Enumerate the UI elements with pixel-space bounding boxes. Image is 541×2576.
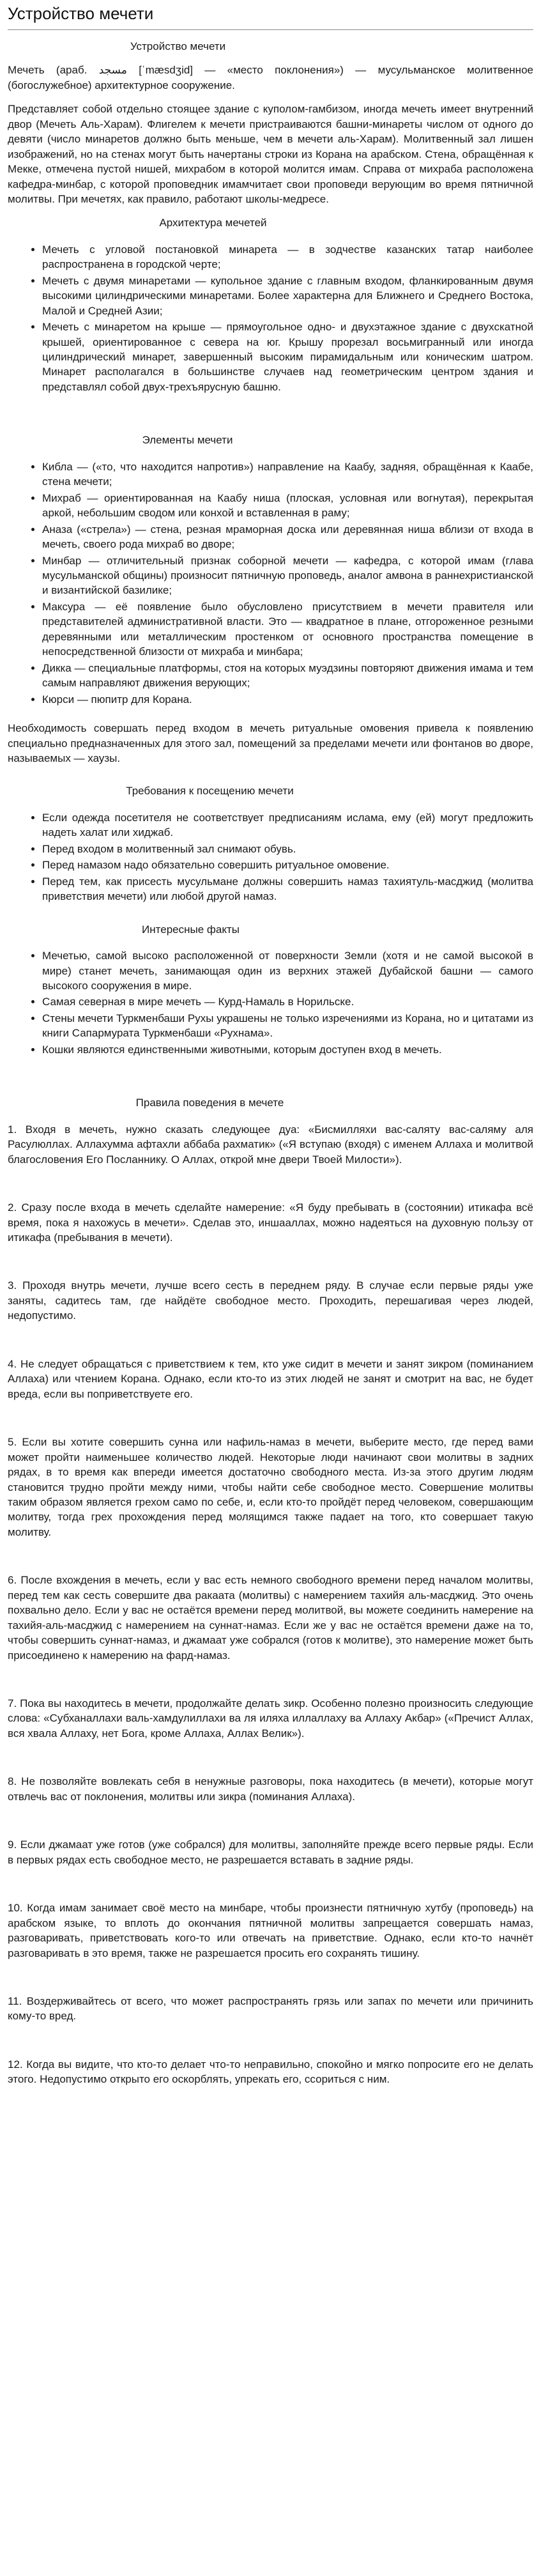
list-item: • Мечеть с угловой постановкой минарета — в зодчестве казанских татар наиболее распространена в городской черте; xyxy=(42,242,533,272)
list-item: • Кошки являются единственными животными, которым доступен вход в мечеть. xyxy=(42,1042,533,1057)
description-paragraph: Представляет собой отдельно стоящее здание с куполом-гамбизом, иногда мечеть имеет внутренний двор (Мечеть Аль-Харам). Флигелем к мечети пристраиваются башни-минареты числом от одного до девяти (число минаретов должно быть меньше, чем в мечети аль-Харам). Молитвенный зал лишен изображений, но на стенах могут быть начертаны строки из Корана на арабском. Стена, обращённая к Мекке, отмечена пустой нишей, михрабом в которой молится имам. Справа от михраба расположена кафедра-минбар, с которой проповедник имамчитает свои проповеди верующим во время пятничной молитвы. При мечетях, как правило, работают школы-медресе. xyxy=(8,103,533,205)
rule-item: 7. Пока вы находитесь в мечети, продолжайте делать зикр. Особенно полезно произносить следующие слова: «Субханаллахи валь-хамдулиллахи ва ля иляха иллаллаху ва Аллаху Акбар» («Пречист Аллах, вся хвала Аллаху, нет Бога, кроме Аллаха, Аллах Велик»). xyxy=(8,1697,533,1739)
list-item: • Если одежда посетителя не соответствует предписаниям ислама, ему (ей) могут предложить надеть халат или хиджаб. xyxy=(42,810,533,840)
rule-item: 8. Не позволяйте вовлекать себя в ненужные разговоры, пока находитесь (в мечети), которые могут отвлечь вас от поклонения, молитвы или зикра (поминания Аллаха). xyxy=(8,1775,533,1803)
architecture-heading: Архитектура мечетей xyxy=(159,217,267,229)
list-item: • Кибла — («то, что находится напротив») направление на Каабу, задняя, обращённая к Каабе, стена мечети; xyxy=(42,459,533,490)
facts-heading: Интересные факты xyxy=(142,923,240,936)
rule-item: 12. Когда вы видите, что кто-то делает что-то неправильно, спокойно и мягко попросите его не делать этого. Недопустимо открыто его оскорблять, упрекать его, ссориться с ним. xyxy=(8,2058,533,2086)
rules-heading: Правила поведения в мечете xyxy=(135,1097,284,1109)
requirements-heading: Требования к посещению мечети xyxy=(126,785,294,798)
list-item: • Максура — её появление было обусловлено присутствием в мечети правителя или представителей административной власти. Это — квадратное в плане, отгороженное резными деревянными или металлическим простенком от основного пространства помещение в непосредственной близости от михраба и минбара; xyxy=(42,599,533,659)
rule-item: 9. Если джамаат уже готов (уже собрался) для молитвы, заполняйте прежде всего первые ряды. Если в первых рядах есть свободное место, не разрешается вставать в задние ряды. xyxy=(8,1839,533,1866)
list-item: • Мечетью, самой высоко расположенной от поверхности Земли (хотя и не самой высокой в мире) станет мечеть, занимающая один из верхних этажей Дубайской башни — самого высокого сооружения в мире. xyxy=(42,948,533,993)
list-item: • Стены мечети Туркменбаши Рухы украшены не только изречениями из Корана, но и цитатами из книги Сапармурата Туркменбаши «Рухнама». xyxy=(42,1011,533,1041)
list-item: • Перед намазом надо обязательно совершить ритуальное омовение. xyxy=(42,858,533,872)
elements-list xyxy=(8,459,533,707)
subtitle: Устройство мечети xyxy=(130,40,226,52)
rules-list xyxy=(8,1122,533,2087)
rule-item: 4. Не следует обращаться с приветствием к тем, кто уже сидит в мечети и занят зикром (поминанием Аллаха) или чтением Корана. Однако, если кто-то из этих людей не занят и смотрит на вас, не будет вреда, если вы поприветствуете его. xyxy=(8,1357,533,1400)
page-title: Устройство мечети xyxy=(8,3,533,30)
list-item: • Кюрси — пюпитр для Корана. xyxy=(42,692,533,707)
list-item: • Минбар — отличительный признак соборной мечети — кафедра, с которой имам (глава мусульманской общины) произносит пятничную проповедь, аналог амвона в раннехристианской и византийской базилике; xyxy=(42,553,533,598)
rule-item: 6. После вхождения в мечеть, если у вас есть немного свободного времени перед началом молитвы, перед тем как сесть совершите два ракаата (молитвы) с намерением тахийя аль-масджид. Это очень похвально дело. Если у вас не остаётся времени перед молитвой, вы можете соединить намерение на тахийя-аль-масджид с намерением на суннат-намаз. Если же у вас не остаётся времени даже на то, чтобы совершить суннат-намаз, и джамаат уже собрался (готов к молитве), это намерение может быть присоединено к намерению на фард-намаз. xyxy=(8,1574,533,1662)
rule-item: 5. Если вы хотите совершить сунна или нафиль-намаз в мечети, выберите место, где перед вами может пройти наименьшее количество людей. Некоторые люди начинают свои молитвы в задних рядах, в то время как впереди имеется достаточно свободного места. Из-за этого другим людям становится трудно пройти между ними, чтобы найти себе свободное место. Совершение молитвы таким образом является грехом само по себе, и, если кто-то пройдёт перед человеком, совершающим молитву, тогда грех прохождения перед молящимся также падает на того, кто совершает такую молитву. xyxy=(8,1436,533,1538)
elements-heading: Элементы мечети xyxy=(142,434,233,447)
list-item: • Перед тем, как присесть мусульмане должны совершить намаз тахиятуль-масджид (молитва приветствия мечети) или любой другой намаз. xyxy=(42,874,533,904)
list-item: • Дикка — специальные платформы, стоя на которых муэдзины повторяют движения имама и тем самым направляют движения верующих; xyxy=(42,661,533,691)
list-item: • Мечеть с двумя минаретами — купольное здание с главным входом, фланкированным двумя высокими цилиндрическими минаретами. Более характерна для Ближнего и Среднего Востока, Малой и Средней Азии; xyxy=(42,274,533,318)
list-item: • Перед входом в молитвенный зал снимают обувь. xyxy=(42,842,533,856)
rule-item: 1. Входя в мечеть, нужно сказать следующее дуа: «Бисмилляхи вас-саляту вас-саляму аля Расулюллах. Аллахумма афтахли аббаба рахматик» («Я вступаю (входя) с именем Аллаха и молитвой благословения Его Посланнику. О Аллах, открой мне двери Твоей Милости»). xyxy=(8,1123,533,1166)
list-item: • Самая северная в мире мечеть — Курд-Намаль в Норильске. xyxy=(42,994,533,1009)
requirements-list xyxy=(8,810,533,904)
rule-item: 10. Когда имам занимает своё место на минбаре, чтобы произнести пятничную хутбу (проповедь) на арабском языке, то вплоть до окончания пятничной молитвы запрещается совершать намаз, разговаривать, приветствовать кого-то или отвечать на приветствие. Однако, если кто-то начнёт разговаривать в это время, также не разрешается просить его сохранять тишину. xyxy=(8,1902,533,1959)
ablution-paragraph: Необходимость совершать перед входом в мечеть ритуальные омовения привела к появлению специально предназначенных для этого зал, помещений за пределами мечети или фонтанов во дворе, называемых — хаузы. xyxy=(8,722,533,764)
list-item: • Аназа («стрела») — стена, резная мраморная доска или деревянная ниша вблизи от входа в мечеть, своего рода михраб во дворе; xyxy=(42,522,533,552)
architecture-list xyxy=(8,242,533,395)
facts-list xyxy=(8,948,533,1057)
rule-item: 11. Воздерживайтесь от всего, что может распространять грязь или запах по мечети или причинить кому-то вред. xyxy=(8,1995,533,2023)
rule-item: 3. Проходя внутрь мечети, лучше всего сесть в переднем ряду. В случае если первые ряды уже заняты, садитесь там, где найдёте свободное место. Проходить, перешагивая через людей, недопустимо. xyxy=(8,1279,533,1322)
intro-paragraph: Мечеть (араб. مسجد [ˈmæsdʒid] — «место поклонения») — мусульманское молитвенное (богослужебное) архитектурное сооружение. xyxy=(8,64,533,91)
list-item: • Мечеть с минаретом на крыше — прямоугольное одно- и двухэтажное здание с двухскатной крышей, ориентированное с севера на юг. Крышу прорезал восьмигранный или иногда цилиндрический минарет, завершенный высоким пирамидальным или коническим шатром. Минарет располагался в большинстве случаев над геометрическим центром здания и представлял собой двух-трехъярусную башню. xyxy=(42,320,533,394)
list-item: • Михраб — ориентированная на Каабу ниша (плоская, условная или вогнутая), перекрытая аркой, небольшим сводом или конхой и вставленная в раму; xyxy=(42,491,533,521)
rule-item: 2. Сразу после входа в мечеть сделайте намерение: «Я буду пребывать в (состоянии) итикафа всё время, пока я нахожусь в мечети». Сделав это, иншааллах, можно надеяться на духовную пользу от итикафа (пребывания в мечети). xyxy=(8,1201,533,1244)
